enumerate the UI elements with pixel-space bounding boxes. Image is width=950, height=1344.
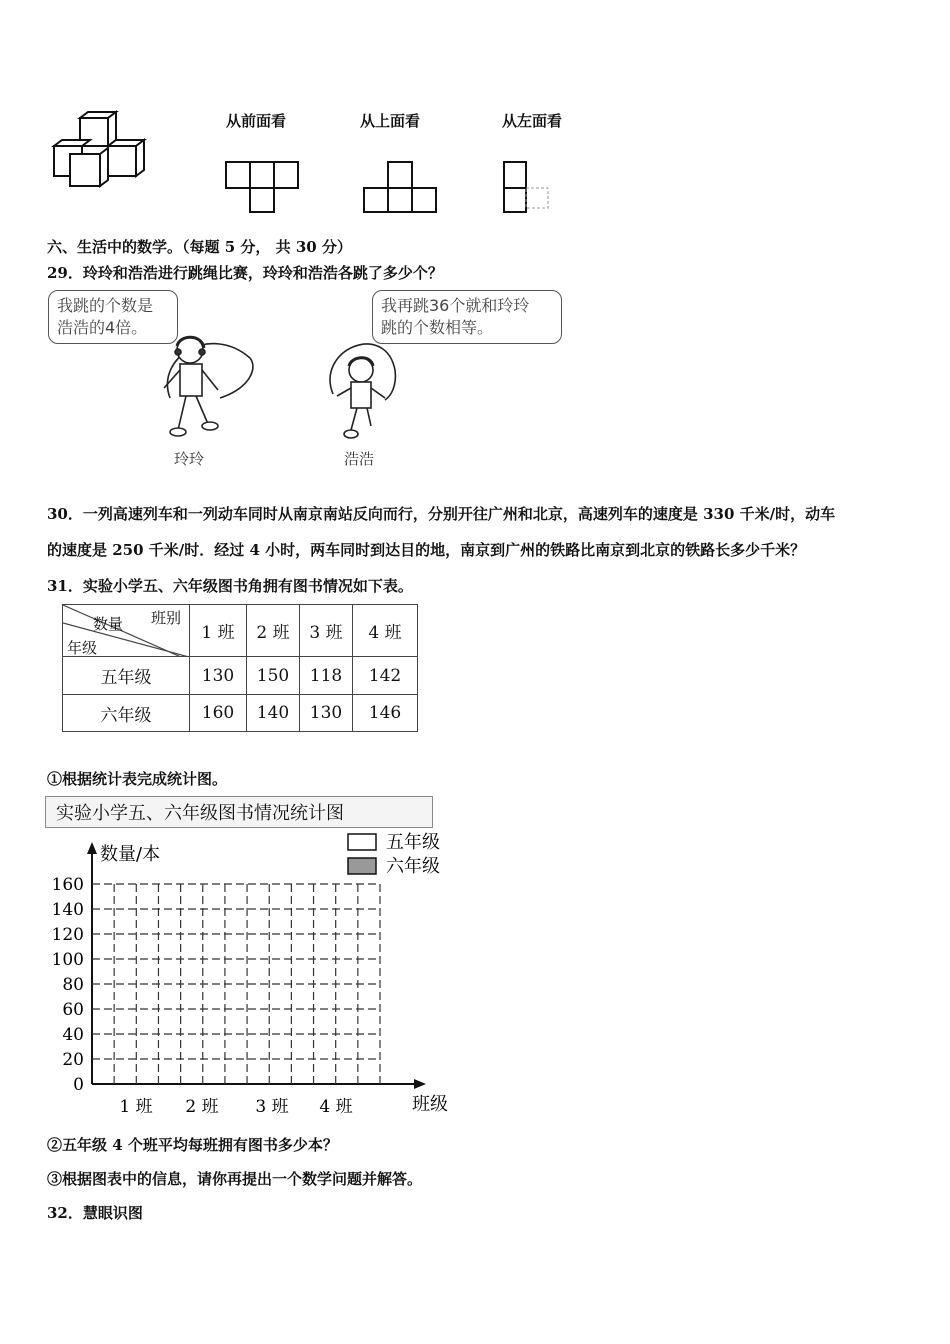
x-tick-label: 4 班: [319, 1097, 353, 1117]
corner-grade-label: 年级: [67, 639, 98, 657]
corner-qty-label: 数量: [93, 615, 124, 633]
question-30-line1: 30．一列高速列车和一列动车同时从南京南站反向而行，分别开往广州和北京，高速列车的速度是 330 千米/时，动车: [47, 505, 836, 523]
cell-value: 142: [353, 657, 418, 695]
girl-bubble-line2: 浩浩的4倍。: [57, 318, 148, 337]
table-row: [63, 657, 418, 695]
x-tick-label: 3 班: [255, 1097, 289, 1117]
sub-question-1: ①根据统计表完成统计图。: [47, 770, 228, 788]
girl-jumping-rope-illustration: [150, 328, 265, 443]
front-view-label: 从前面看: [226, 112, 287, 130]
sub-question-2: ②五年级 4 个班平均每班拥有图书多少本？: [47, 1136, 338, 1154]
cube-figure: [50, 110, 160, 190]
header-class-3: 3 班: [300, 605, 353, 657]
boy-jumping-rope-illustration: [315, 330, 415, 445]
legend-swatch-grade6: [348, 858, 376, 874]
front-view-drawing: [222, 158, 302, 216]
left-view-drawing: [500, 158, 560, 216]
cell-value: 140: [247, 695, 300, 732]
section-heading: 六、生活中的数学。（每题 5 分， 共 30 分）: [47, 238, 352, 256]
y-axis-label: 数量/本: [100, 844, 161, 865]
y-tick-label: 120: [51, 925, 84, 945]
x-tick-label: 1 班: [119, 1097, 153, 1117]
cell-value: 160: [190, 695, 247, 732]
table-row: [63, 695, 418, 732]
y-tick-label: 40: [62, 1025, 84, 1045]
question-30-line2: 的速度是 250 千米/时．经过 4 小时，两车同时到达目的地，南京到广州的铁路比南京到北京的铁路长多少千米？: [47, 541, 806, 559]
cell-value: 130: [190, 657, 247, 695]
y-tick-label: 20: [62, 1050, 84, 1070]
x-axis-label: 班级: [412, 1094, 448, 1115]
question-31: 31．实验小学五、六年级图书角拥有图书情况如下表。: [47, 577, 413, 595]
y-tick-label: 160: [51, 875, 84, 895]
y-tick-label: 60: [62, 1000, 84, 1020]
book-stats-table: [62, 604, 418, 732]
x-tick-label: 2 班: [185, 1097, 219, 1117]
top-view-drawing: [360, 158, 440, 216]
boy-bubble-line2: 跳的个数相等。: [381, 318, 494, 337]
header-class-1: 1 班: [190, 605, 247, 657]
question-29: 29．玲玲和浩浩进行跳绳比赛，玲玲和浩浩各跳了多少个？: [47, 264, 443, 282]
legend-label-grade5: 五年级: [386, 832, 440, 853]
girl-name-label: 玲玲: [174, 450, 205, 468]
y-tick-label: 140: [51, 900, 84, 920]
row-label: 五年级: [63, 657, 190, 695]
legend-swatch-grade5: [348, 834, 376, 850]
y-tick-label: 0: [73, 1075, 84, 1095]
y-axis-arrow: [87, 842, 97, 854]
x-axis-arrow: [414, 1079, 426, 1089]
cell-value: 130: [300, 695, 353, 732]
top-view-label: 从上面看: [360, 112, 421, 130]
legend-label-grade6: 六年级: [386, 856, 440, 877]
boy-bubble-line1: 我再跳36个就和玲玲: [381, 296, 530, 315]
table-corner-cell: [63, 605, 190, 657]
y-tick-label: 100: [51, 950, 84, 970]
y-tick-label: 80: [62, 975, 84, 995]
bar-chart-grid: [40, 830, 460, 1120]
girl-bubble-line1: 我跳的个数是: [57, 296, 154, 315]
boy-name-label: 浩浩: [344, 450, 375, 468]
sub-question-3: ③根据图表中的信息，请你再提出一个数学问题并解答。: [47, 1170, 423, 1188]
question-32: 32．慧眼识图: [47, 1204, 143, 1222]
cell-value: 118: [300, 657, 353, 695]
corner-class-label: 班别: [150, 609, 181, 627]
cell-value: 150: [247, 657, 300, 695]
header-class-2: 2 班: [247, 605, 300, 657]
row-label: 六年级: [63, 695, 190, 732]
cell-value: 146: [353, 695, 418, 732]
left-view-label: 从左面看: [502, 112, 563, 130]
chart-title: 实验小学五、六年级图书情况统计图: [45, 796, 433, 828]
header-class-4: 4 班: [353, 605, 418, 657]
